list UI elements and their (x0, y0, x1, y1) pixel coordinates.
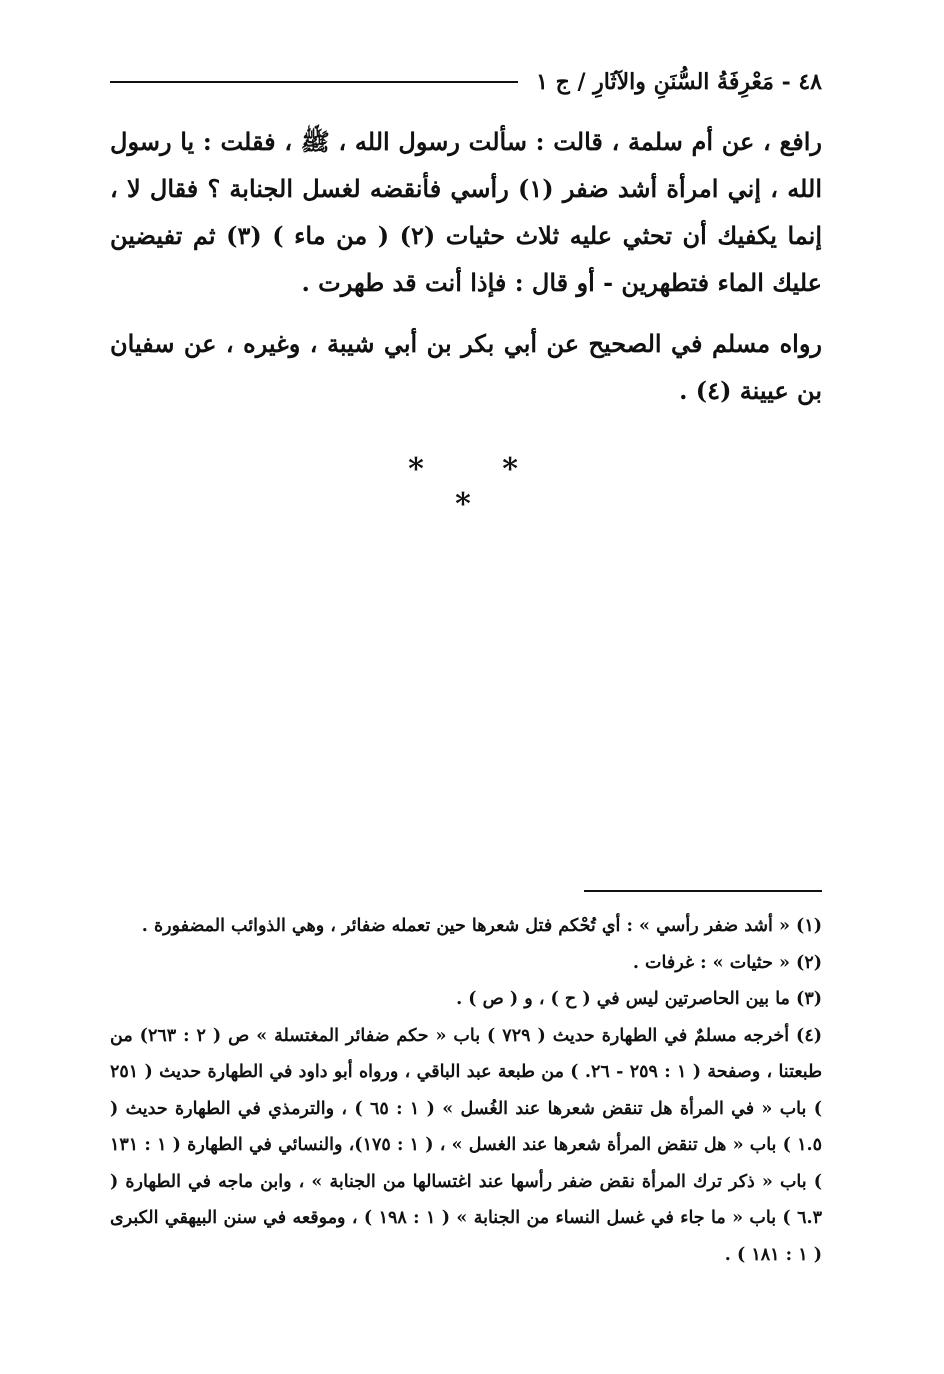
footnote-2: (٢) « حثيات » : غرفات . (632, 952, 822, 973)
footnote-1: (١) « أشد ضفر رأسي » : أي تُحْكم فتل شعرها حين تعمله ضفائر ، وهي الذوائب المضفورة . (141, 916, 822, 936)
header-rule (110, 81, 518, 83)
footnote-rule (584, 890, 822, 892)
paragraph-hadith: رافع ، عن أم سلمة ، قالت : سألت رسول الله ، ﷺ ، فقلت : يا رسول الله ، إني امرأة أشد ضفر (١) رأسي فأنقضه لغسل الجنابة ؟ فقال لا ، إنما يكفيك أن تحثي عليه ثلاث حثيات (٢) ( من ماء ) (٣) ثم تفيضين عليك الماء فتطهرين - أو قال : فإذا أنت قد طهرت . (110, 127, 822, 297)
footnote-3: (٣) ما بين الحاصرتين ليس في ( ح ) ، و ( ص ) . (456, 989, 822, 1009)
section-separator: * * * (408, 452, 552, 522)
paragraph-narration: رواه مسلم في الصحيح عن أبي بكر بن أبي شيبة ، وغيره ، عن سفيان بن عيينة (٤) . (110, 329, 822, 405)
page-header (110, 62, 822, 102)
main-text (110, 118, 822, 414)
footnote-4: (٤) أخرجه مسلمٌ في الطهارة حديث ( ٧٢٩ ) باب « حكم ضفائر المغتسلة » ص ( ٢ : ٢٦٣) من طبعتنا ، وصفحة ( ١ : ٢٥٩ - ٢٦. ) من طبعة عبد الباقي ، ورواه أبو داود في الطهارة حديث ( ٢٥١ ) باب « في المرأة هل تنقض شعرها عند الغُسل » ( ١ : ٦٥ ) ، والترمذي في الطهارة حديث ( ١.٥ ) باب « هل تنقض المرأة شعرها عند الغسل » ، ( ١ : ١٧٥)، والنسائي في الطهارة ( ١ : ١٣١ ) باب « ذكر ترك المرأة نقض ضفر رأسها عند اغتسالها من الجنابة » ، وابن ماجه في الطهارة ( ٦.٣ ) باب « ما جاء في غسل النساء من الجنابة » ( ١ : ١٩٨ ) ، وموقعه في سنن البيهقي الكبرى ( ١ : ١٨١ ) . (110, 1025, 823, 1265)
running-title: ٤٨ - مَعْرِفَةُ السُّنَنِ والآثَارِ / ج ١ (536, 69, 822, 95)
footnotes (110, 908, 822, 1273)
